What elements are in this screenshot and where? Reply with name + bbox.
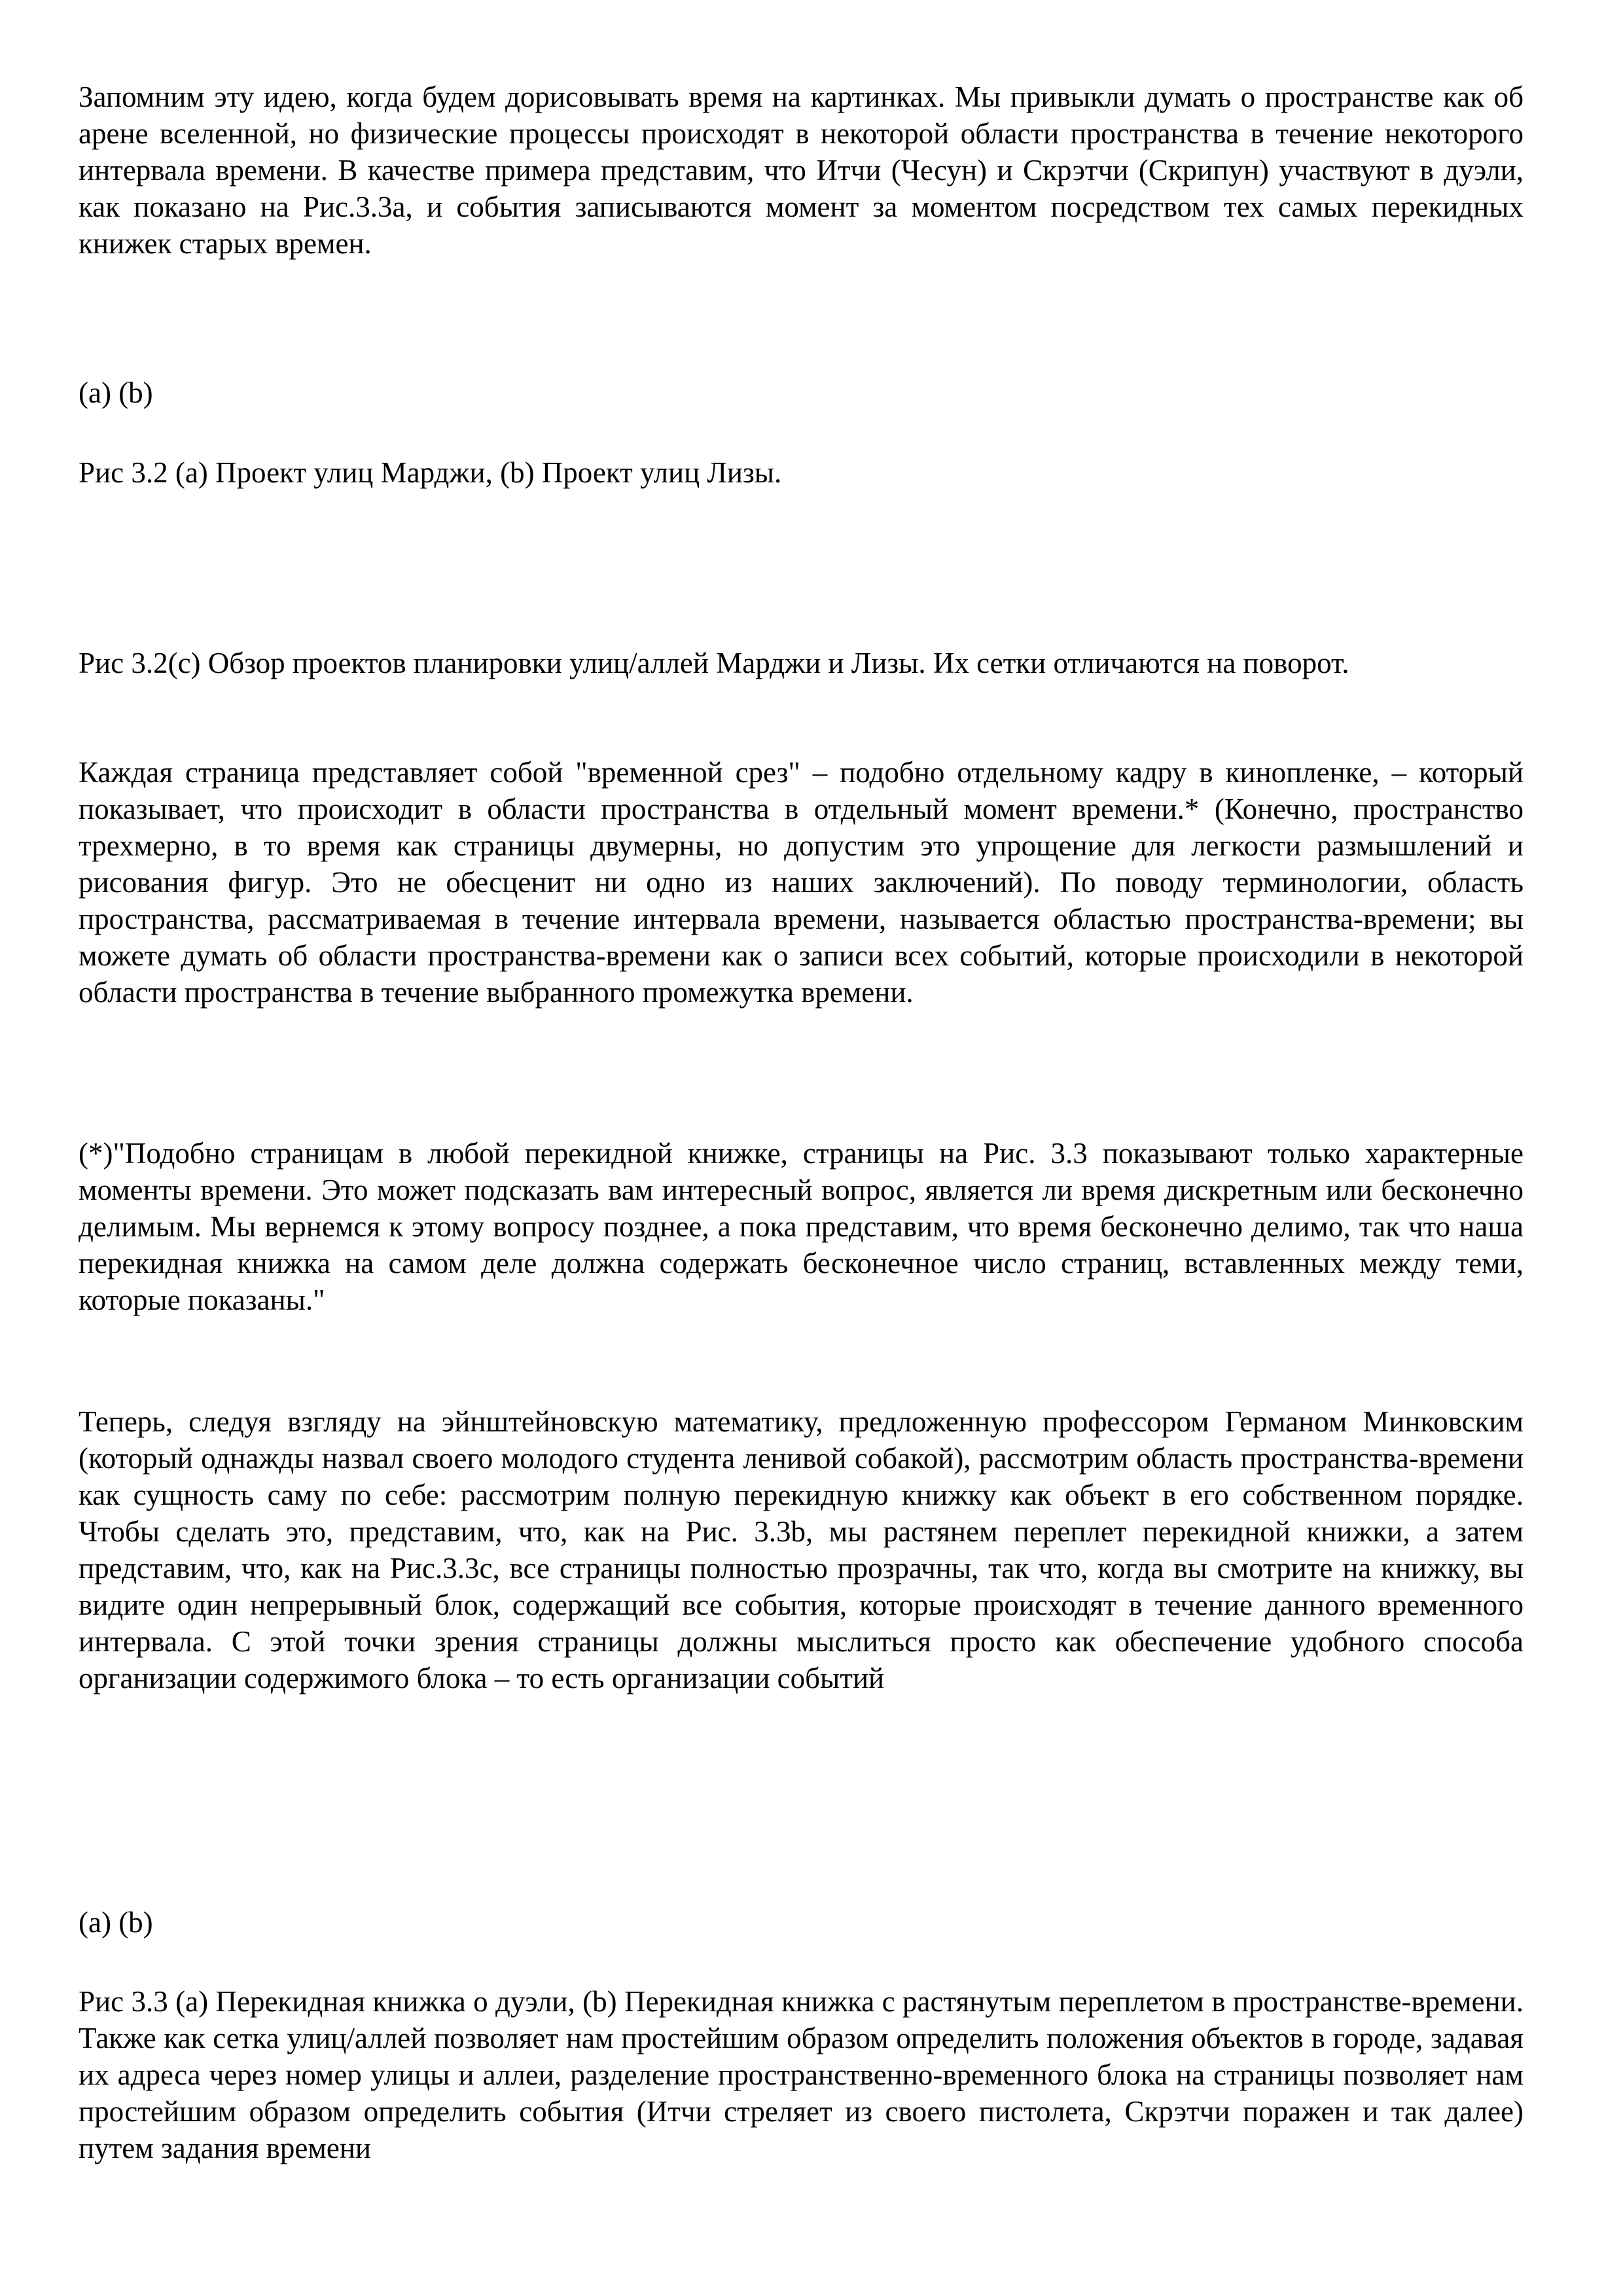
paragraph-flipbook-duel-intro: Запомним эту идею, когда будем дорисовывать время на картинках. Мы привыкли думать о пространстве как об арене вселенной, но физические процессы происходят в некоторой области пространства в течение некоторого интервала времени. В качестве примера представим, что Итчи (Чесун) и Скрэтчи (Скрипун) участвуют в дуэли, как показано на Рис.3.3а, и события записываются момент за моментом посредством тех самых перекидных книжек старых времен. [79,81,1524,260]
figure-3-2-panel-labels: (a) (b) [79,376,153,409]
paragraph-footnote-discrete-time: (*)"Подобно страницам в любой перекидной книжке, страницы на Рис. 3.3 показывают только характерные моменты времени. Это может подсказать вам интересный вопрос, является ли время дискретным или бесконечно делимым. Мы вернемся к этому вопросу позднее, а пока представим, что время бесконечно делимо, так что наша перекидная книжка на самом деле должна содержать бесконечное число страниц, вставленных между теми, которые показаны." [79,1137,1524,1316]
figure-3-3-caption: Рис 3.3 (a) Перекидная книжка о дуэли, (b) Перекидная книжка с растянутым переплетом в пространстве-времени. Также как сетка улиц/аллей позволяет нам простейшим образом определить положения объектов в городе, задавая их адреса через номер улицы и аллеи, разделение пространственно-временного блока на страницы позволяет нам простейшим образом определить события (Итчи стреляет из своего пистолета, Скрэтчи поражен и так далее) путем задания времени [79,1985,1524,2164]
paragraph-minkowski-spacetime: Теперь, следуя взгляду на эйнштейновскую математику, предложенную профессором Германом Минковским (который однажды назвал своего молодого студента ленивой собакой), рассмотрим область пространства-времени как сущность саму по себе: рассмотрим полную перекидную книжку как объект в его собственном порядке. Чтобы сделать это, представим, что, как на Рис. 3.3b, мы растянем переплет перекидной книжки, а затем представим, что, как на Рис.3.3c, все страницы полностью прозрачны, так что, когда вы смотрите на книжку, вы видите один непрерывный блок, содержащий все события, которые происходят в течение данного временного интервала. С этой точки зрения страницы должны мыслиться просто как обеспечение удобного способа организации содержимого блока – то есть организации событий [79,1405,1524,1695]
figure-3-2-caption: Рис 3.2 (a) Проект улиц Марджи, (b) Проект улиц Лизы. [79,456,782,489]
figure-3-3-panel-labels: (a) (b) [79,1906,153,1939]
figure-3-2c-caption: Рис 3.2(c) Обзор проектов планировки улиц/аллей Марджи и Лизы. Их сетки отличаются на поворот. [79,647,1349,679]
paragraph-time-slice: Каждая страница представляет собой "временной срез" – подобно отдельному кадру в кинопленке, – который показывает, что происходит в области пространства в отдельный момент времени.* (Конечно, пространство трехмерно, в то время как страницы двумерны, но допустим это упрощение для легкости размышлений и рисования фигур. Это не обесценит ни одно из наших заключений). По поводу терминологии, область пространства, рассматриваемая в течение интервала времени, называется областью пространства-времени; вы можете думать об области пространства-времени как о записи всех событий, которые происходили в некоторой области пространства в течение выбранного промежутка времени. [79,756,1524,1009]
